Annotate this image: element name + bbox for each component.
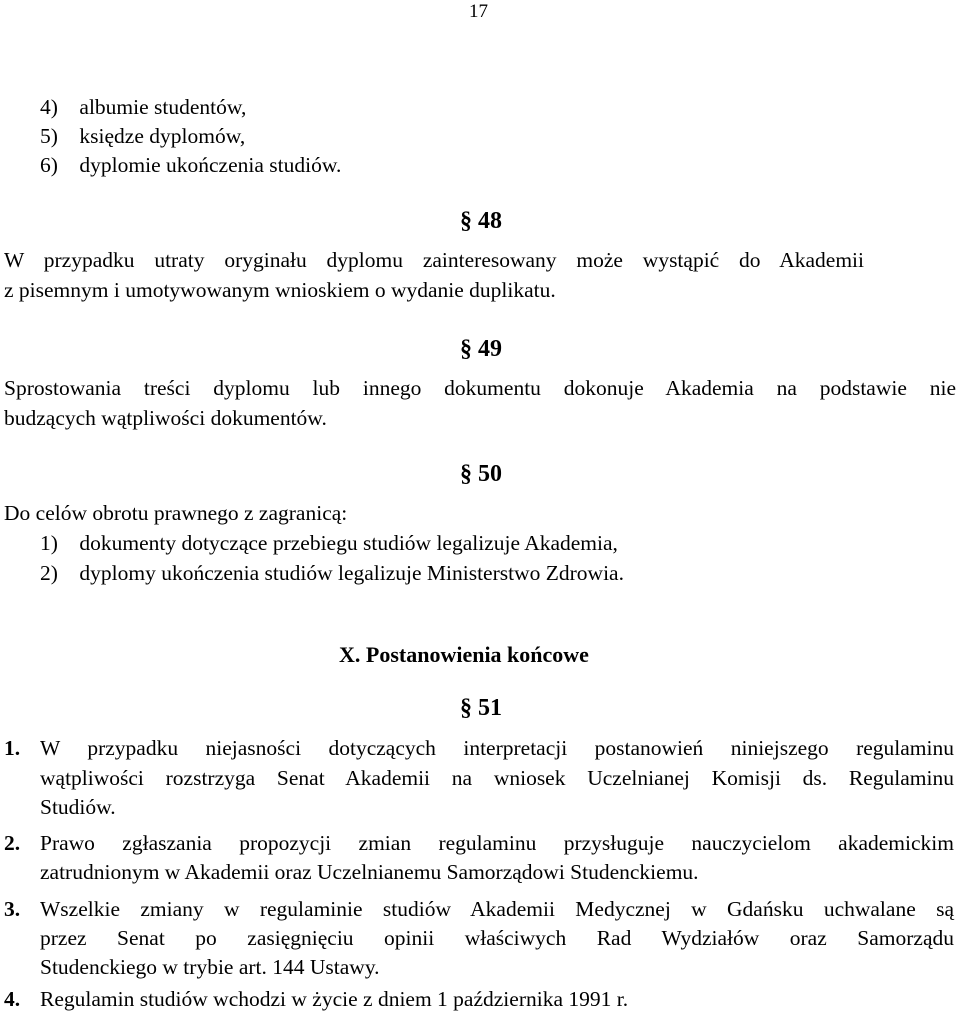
paragraph-line: zatrudnionym w Akademii oraz Uczelnianemu Samorządowi Studenckiemu. bbox=[40, 860, 699, 884]
paragraph-line: Studiów. bbox=[40, 795, 116, 819]
paragraph-line: Prawo zgłaszania propozycji zmian regulaminu przysługuje nauczycielom akademickim bbox=[40, 831, 954, 855]
point-number: 1. bbox=[4, 736, 21, 760]
paragraph-line: Wszelkie zmiany w regulaminie studiów Akademii Medycznej w Gdańsku uchwalane są bbox=[40, 897, 954, 921]
paragraph-line: Regulamin studiów wchodzi w życie z dniem 1 października 1991 r. bbox=[40, 987, 629, 1011]
list-item: 6) dyplomie ukończenia studiów. bbox=[40, 153, 342, 177]
paragraph-line: Sprostowania treści dyplomu lub innego dokumentu dokonuje Akademia na podstawie nie bbox=[4, 376, 956, 400]
paragraph-line: Do celów obrotu prawnego z zagranicą: bbox=[4, 501, 348, 525]
list-item: 2) dyplomy ukończenia studiów legalizuje Ministerstwo Zdrowia. bbox=[40, 561, 624, 585]
section-heading: § 50 bbox=[460, 461, 502, 487]
point-number: 4. bbox=[4, 987, 21, 1011]
paragraph-line: wątpliwości rozstrzyga Senat Akademii na wniosek Uczelnianej Komisji ds. Regulaminu bbox=[40, 766, 954, 790]
section-heading: § 49 bbox=[460, 336, 502, 362]
list-item: 5) księdze dyplomów, bbox=[40, 124, 246, 148]
page-number: 17 bbox=[469, 1, 488, 22]
section-heading: § 51 bbox=[460, 695, 502, 721]
section-heading: § 48 bbox=[460, 208, 502, 234]
chapter-title: X. Postanowienia końcowe bbox=[339, 642, 589, 667]
paragraph-line: budzących wątpliwości dokumentów. bbox=[4, 406, 327, 430]
paragraph-line: przez Senat po zasięgnięciu opinii właściwych Rad Wydziałów oraz Samorządu bbox=[40, 926, 954, 950]
point-number: 3. bbox=[4, 897, 21, 921]
list-item: 4) albumie studentów, bbox=[40, 95, 247, 119]
list-item: 1) dokumenty dotyczące przebiegu studiów legalizuje Akademia, bbox=[40, 531, 618, 555]
paragraph-line: W przypadku niejasności dotyczących interpretacji postanowień niniejszego regulaminu bbox=[40, 736, 954, 760]
paragraph-line: z pisemnym i umotywowanym wnioskiem o wydanie duplikatu. bbox=[4, 278, 556, 302]
paragraph-line: W przypadku utraty oryginału dyplomu zainteresowany może wystąpić do Akademii bbox=[4, 248, 864, 272]
point-number: 2. bbox=[4, 831, 21, 855]
paragraph-line: Studenckiego w trybie art. 144 Ustawy. bbox=[40, 955, 380, 979]
